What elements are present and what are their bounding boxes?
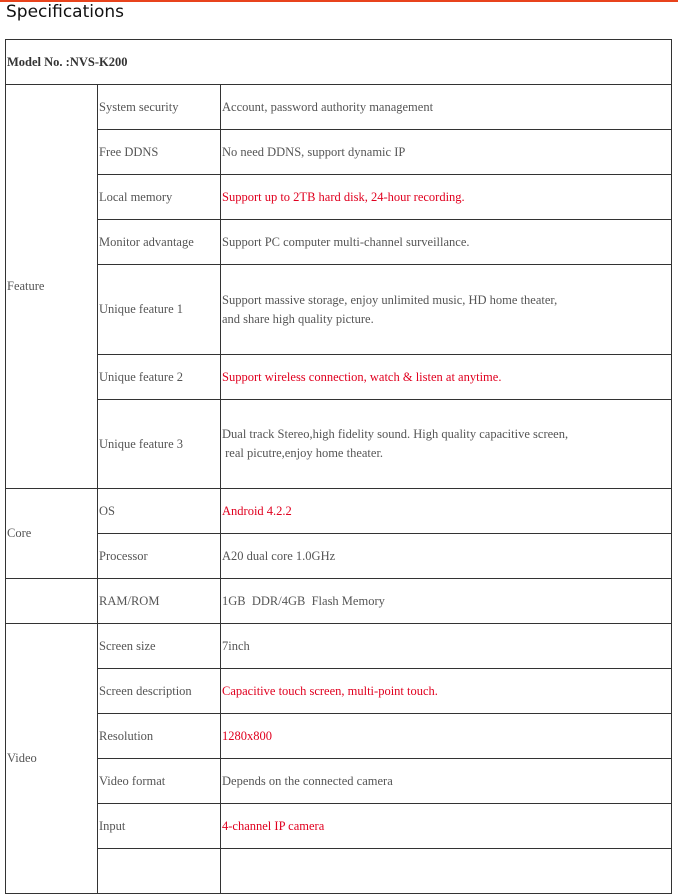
- table-row: [6, 489, 672, 534]
- spec-value-highlight: Android 4.2.2: [221, 489, 672, 534]
- spec-label: Unique feature 1: [98, 265, 221, 355]
- spec-label-empty: [98, 849, 221, 894]
- group-label-core: Core: [6, 489, 98, 579]
- spec-value-line: Dual track Stereo,high fidelity sound. High quality capacitive screen,: [222, 427, 569, 441]
- table-row: [6, 624, 672, 669]
- spec-value-line: and share high quality picture.: [222, 311, 374, 326]
- spec-value-highlight: Support wireless connection, watch & listen at anytime.: [221, 355, 672, 400]
- spec-label: Video format: [98, 759, 221, 804]
- table-row: [6, 85, 672, 130]
- spec-value: [221, 400, 672, 489]
- spec-value: No need DDNS, support dynamic IP: [221, 130, 672, 175]
- group-label-feature: Feature: [6, 85, 98, 489]
- spec-value: Depends on the connected camera: [221, 759, 672, 804]
- spec-value: Support PC computer multi-channel surveillance.: [221, 220, 672, 265]
- table-row: [6, 714, 672, 759]
- spec-value: 7inch: [221, 624, 672, 669]
- spec-label: Processor: [98, 534, 221, 579]
- spec-label: System security: [98, 85, 221, 130]
- spec-value-line: Support massive storage, enjoy unlimited music, HD home theater,: [222, 292, 558, 307]
- model-number: Model No. :NVS-K200: [6, 40, 672, 85]
- spec-value-highlight: 4-channel IP camera: [221, 804, 672, 849]
- spec-label: RAM/ROM: [98, 579, 221, 624]
- group-label-empty: [6, 579, 98, 624]
- spec-label: Free DDNS: [98, 130, 221, 175]
- spec-value-highlight: Support up to 2TB hard disk, 24-hour recording.: [221, 175, 672, 220]
- spec-label: Unique feature 2: [98, 355, 221, 400]
- table-row: [6, 130, 672, 175]
- spec-label: Screen description: [98, 669, 221, 714]
- spec-value: Account, password authority management: [221, 85, 672, 130]
- spec-label: Input: [98, 804, 221, 849]
- table-row: [6, 220, 672, 265]
- table-row: [6, 579, 672, 624]
- spec-value: A20 dual core 1.0GHz: [221, 534, 672, 579]
- spec-value: [221, 265, 672, 355]
- spec-label: OS: [98, 489, 221, 534]
- table-row: [6, 804, 672, 849]
- table-row: [6, 265, 672, 355]
- group-label-video: Video: [6, 624, 98, 894]
- table-row: [6, 175, 672, 220]
- specifications-table: [5, 39, 672, 894]
- table-row: [6, 849, 672, 894]
- table-row: [6, 355, 672, 400]
- page-title: Specifications: [6, 2, 125, 22]
- table-row: [6, 759, 672, 804]
- spec-label: Local memory: [98, 175, 221, 220]
- table-row: [6, 669, 672, 714]
- spec-label: Monitor advantage: [98, 220, 221, 265]
- spec-label: Unique feature 3: [98, 400, 221, 489]
- spec-value-highlight: 1280x800: [221, 714, 672, 759]
- table-row: [6, 400, 672, 489]
- spec-value: 1GB DDR/4GB Flash Memory: [221, 579, 672, 624]
- table-row: [6, 534, 672, 579]
- spec-value-highlight: Capacitive touch screen, multi-point touch.: [221, 669, 672, 714]
- spec-label: Screen size: [98, 624, 221, 669]
- spec-value-empty: [221, 849, 672, 894]
- spec-label: Resolution: [98, 714, 221, 759]
- model-row: [6, 40, 672, 85]
- spec-value-line: real picutre,enjoy home theater.: [222, 446, 384, 460]
